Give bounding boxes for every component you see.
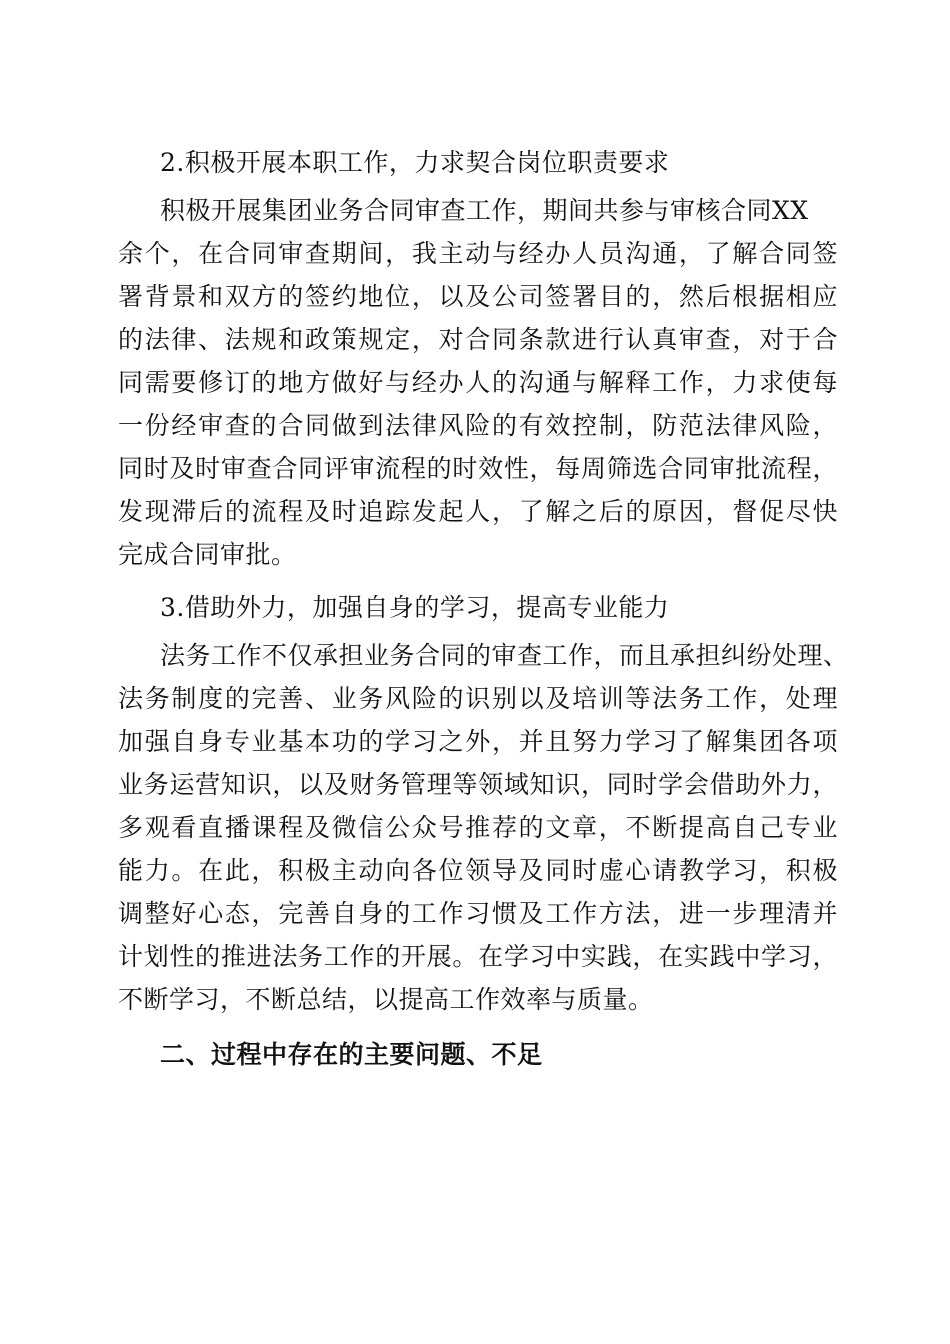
paragraph-line: 发现滞后的流程及时追踪发起人，了解之后的原因，督促尽快	[118, 497, 838, 526]
paragraph-line: 一份经审查的合同做到法律风险的有效控制，防范法律风险，	[118, 411, 838, 440]
section-heading-2: 2.积极开展本职工作，力求契合岗位职责要求	[160, 148, 670, 177]
paragraph-line: 调整好心态，完善自身的工作习惯及工作方法，进一步理清并	[118, 899, 838, 928]
paragraph-line: 同需要修订的地方做好与经办人的沟通与解释工作，力求使每	[118, 368, 838, 397]
paragraph-line: 法务工作不仅承担业务合同的审查工作，而且承担纠纷处理、	[160, 641, 849, 670]
paragraph-line: 不断学习，不断总结，以提高工作效率与质量。	[118, 985, 654, 1014]
paragraph-line: 的法律、法规和政策规定，对合同条款进行认真审查，对于合	[118, 325, 838, 354]
paragraph-line: 署背景和双方的签约地位，以及公司签署目的，然后根据相应	[118, 282, 838, 311]
paragraph-line: 业务运营知识，以及财务管理等领域知识，同时学会借助外力，	[118, 770, 838, 799]
paragraph-line: 能力。在此，积极主动向各位领导及同时虚心请教学习，积极	[118, 856, 838, 885]
paragraph-line: 同时及时审查合同评审流程的时效性，每周筛选合同审批流程，	[118, 454, 838, 483]
paragraph-line: 积极开展集团业务合同审查工作，期间共参与审核合同XX	[160, 196, 809, 225]
paragraph-line: 完成合同审批。	[118, 540, 297, 569]
paragraph-line: 法务制度的完善、业务风险的识别以及培训等法务工作，处理	[118, 684, 838, 713]
paragraph-line: 多观看直播课程及微信公众号推荐的文章，不断提高自己专业	[118, 813, 838, 842]
paragraph-line: 计划性的推进法务工作的开展。在学习中实践，在实践中学习，	[118, 942, 838, 971]
paragraph-line: 加强自身专业基本功的学习之外，并且努力学习了解集团各项	[118, 727, 838, 756]
section-heading-3: 3.借助外力，加强自身的学习，提高专业能力	[160, 593, 670, 622]
paragraph-line: 余个，在合同审查期间，我主动与经办人员沟通，了解合同签	[118, 239, 838, 268]
chapter-heading: 二、过程中存在的主要问题、不足	[160, 1040, 543, 1069]
